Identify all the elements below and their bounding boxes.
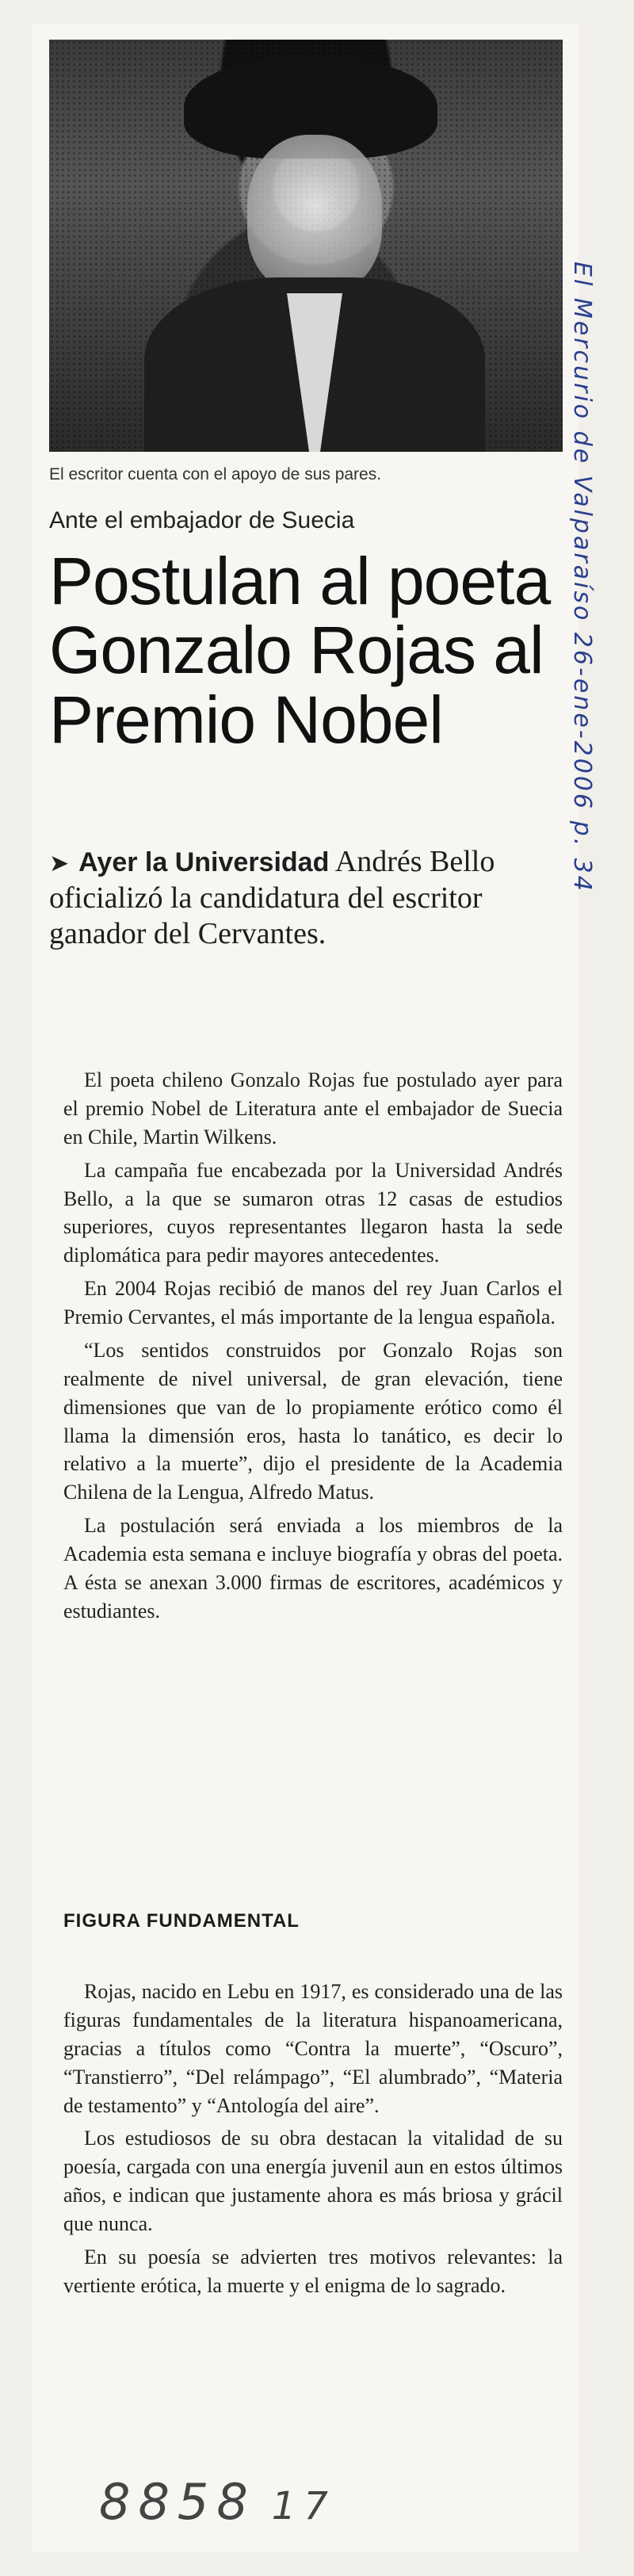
deck <box>49 844 540 953</box>
arrow-bullet-icon: ➤ <box>49 850 70 877</box>
article-body-1 <box>63 1066 563 1630</box>
paragraph: En su poesía se advierten tres motivos relevantes: la vertiente erótica, la muerte y el enigma de lo sagrado. <box>63 2245 563 2297</box>
face-shape <box>247 135 382 293</box>
handwritten-source-note: El Mercurio de Valparaíso 26-ene-2006 p. 34 <box>568 262 596 893</box>
paragraph: Los estudiosos de su obra destacan la vitalidad de su poesía, cargada con una energía juvenil aun en estos últimos años, e indican que justamente ahora es más briosa y grácil que nunca. <box>63 2127 563 2235</box>
deck-text: Andrés Bello oficializó la candidatura del escritor ganador del Cervantes. <box>49 845 495 951</box>
paragraph: En 2004 Rojas recibió de manos del rey Juan Carlos el Premio Cervantes, el más importante de la lengua española. <box>63 1277 563 1328</box>
section-subhead: FIGURA FUNDAMENTAL <box>63 1910 300 1932</box>
handwritten-archive-number <box>99 2473 336 2531</box>
paragraph: “Los sentidos construidos por Gonzalo Rojas son realmente de nivel universal, de gran elevación, tiene dimensiones que van de lo propiamente erótico como él llama la dimensión eros, hasta lo tanático, es decir lo relativo a la muerte”, dijo el presidente de la Academia Chilena de la Lengua, Alfredo Matus. <box>63 1338 563 1504</box>
archive-subnumber: 17 <box>271 2484 336 2528</box>
paragraph: La campaña fue encabezada por la Universidad Andrés Bello, a la que se sumaron otras 12 casas de estudios superiores, cuyos representantes llegaron hasta la sede diplomática para pedir mayores antecedentes. <box>63 1158 563 1267</box>
photo-caption: El escritor cuenta con el apoyo de sus pares. <box>49 465 382 483</box>
paragraph: La postulación será enviada a los miembros de la Academia esta semana e incluye biografía y obras del poeta. A ésta se anexan 3.000 firmas de escritores, académicos y estudiantes. <box>63 1514 563 1622</box>
paragraph: Rojas, nacido en Lebu en 1917, es considerado una de las figuras fundamentales de la literatura hispanoamericana, gracias a títulos como “Contra la muerte”, “Oscuro”, “Transtierro”, “Del relámpago”, “El alumbrado”, “Materia de testamento” y “Antología del aire”. <box>63 1980 563 2117</box>
headline: Postulan al poeta Gonzalo Rojas al Premio Nobel <box>49 544 551 757</box>
newspaper-clipping <box>32 24 579 2552</box>
paragraph: El poeta chileno Gonzalo Rojas fue postulado ayer para el premio Nobel de Literatura ante el embajador de Suecia en Chile, Martin Wilkens. <box>63 1068 563 1148</box>
archive-number: 8858 <box>99 2473 256 2531</box>
kicker: Ante el embajador de Suecia <box>49 507 355 533</box>
deck-lead: Ayer la Universidad <box>78 847 330 877</box>
author-photo <box>49 40 563 452</box>
article-body-2 <box>63 1978 563 2305</box>
